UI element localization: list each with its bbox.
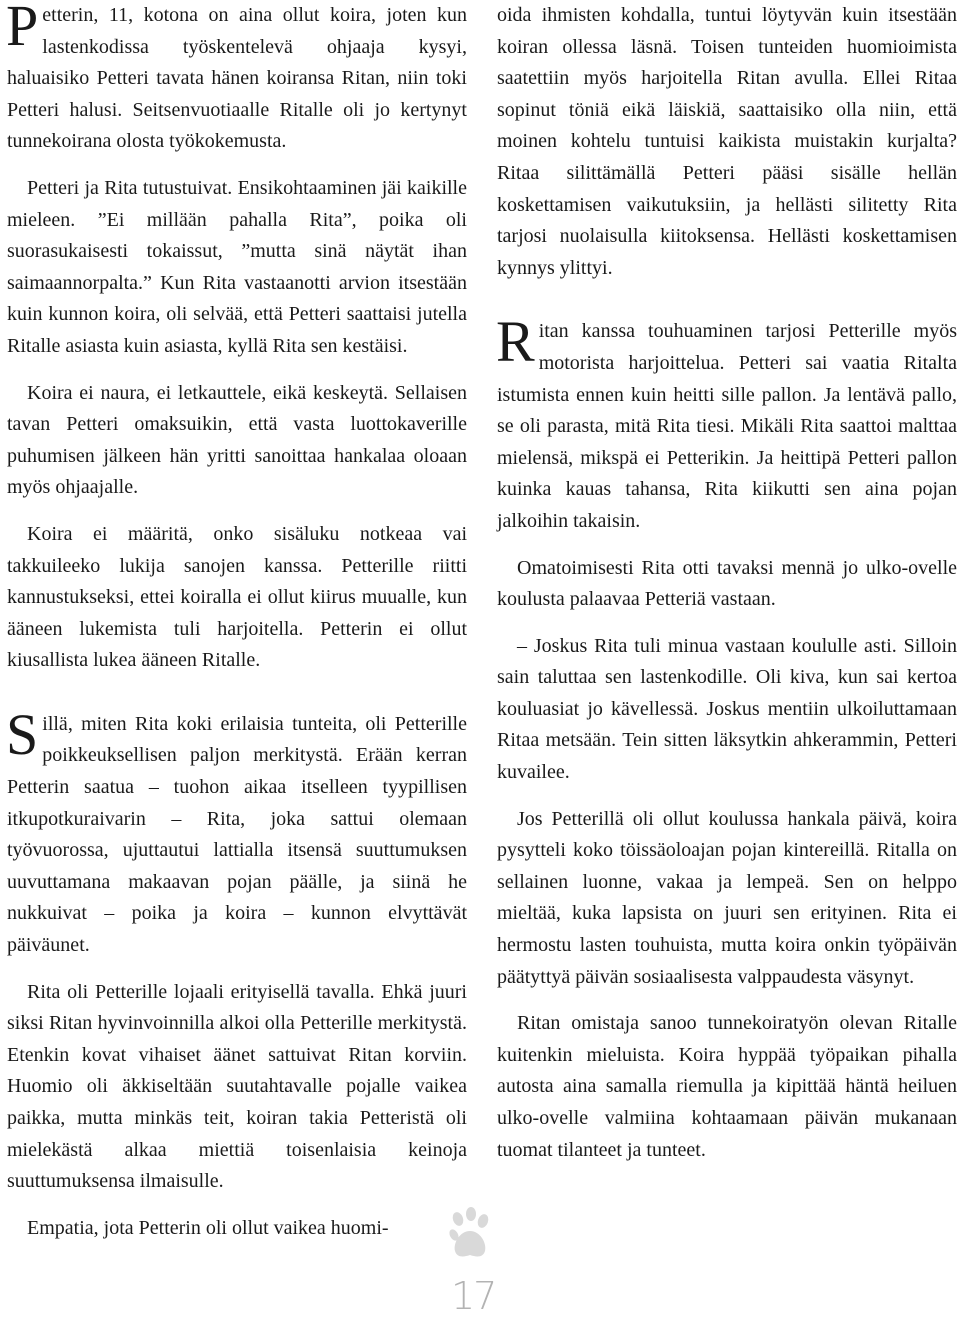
paragraph-text: etterin, 11, kotona on aina ollut koira, joten kun lastenkodissa työskentelevä ohjaaja kysyi, haluaisiko Petteri tavata hänen koiransa Ritan, niin toki Petteri halusi. Seitsenvuotiaalle Ritalle oli jo kertynyt tunnekoirana olosta työkokemusta. [7,4,467,153]
page-number: 17 [451,1274,496,1318]
paragraph-5 [6,701,467,962]
right-column [497,0,957,1166]
paragraph-text: illä, miten Rita koki erilaisia tunteita, oli Petterille poikkeuksellisen paljon merkitystä. Erään kerran Petterin saatua – tuohon aikaa itselleen tyypillisen itkupotkuraivarin – Rita, joka sattui olemaan työvuorossa, ujuttautui lattialla itsensä suuttumuksen uuvuttamana makaavan pojan päälle, ja siinä he nukkuivat – poika ja koira – kunnon elvyttävät päiväunet. [7,712,467,957]
paragraph-1 [7,0,467,158]
drop-cap: S [6,701,39,767]
paragraph-4: Koira ei määritä, onko sisäluku notkeaa vai takkuileeko lukija sanojen kanssa. Petterille riitti kannustukseksi, ettei koiralla ei ollut kiirus muualle, kun ääneen lukemista tuli harjoitella. Petterin ei ollut kiusallista lukea ääneen Ritalle. [7,522,467,672]
paragraph-2: Petteri ja Rita tutustuivat. Ensikohtaaminen jäi kaikille mieleen. ”Ei millään pahalla Rita”, poika oli suorasukaisesti tokaissut, ”mutta sinä näytät ihan saimaannorpalta.” Kun Rita vastaanotti arvion itsestään kuin kunnon koira, oli selvää, että Petteri saattaisi jutella Ritalle asiasta kuin asiasta, kyllä Rita sen kestäisi. [7,176,467,357]
paragraph-8: oida ihmisten kohdalla, tuntui löytyvän kuin itsestään koiran ollessa läsnä. Toisen tunteiden huomioimista saatettiin myös harjoitella Ritan avulla. Ellei Ritaa sopinut töniä eikä läiskiä, saattaisiko olla niin, että moinen kohtelu tuntuisi kaikista muistakin kurjalta? Ritaa silittämällä Petteri pääsi sisälle hellän koskettamisen vaikutuksiin, ja hellästi silitetty Rita tarjosi nuolaisulla kiitoksensa. Hellästi koskettamisen kynnys ylittyi. [497,4,957,279]
paragraph-12: Jos Petterillä oli ollut koulussa hankala päivä, koira pysytteli koko töissäoloajan pojan kintereillä. Ritalla on sellainen luonne, vakaa ja lempeä. Sen on helppo mieltää, kuka lapsista on juuri sen erityinen. Rita ei hermostu lasten touhuista, mutta koira onkin työpäivän päätyttyä päivän sosiaalisesta valppaudesta väsynyt. [497,807,957,988]
paragraph-6: Rita oli Petterille lojaali erityisellä tavalla. Ehkä juuri siksi Ritan hyvinvoinnilla alkoi olla Petterille merkitystä. Etenkin kovat vihaiset äänet sattuivat Ritan korviin. Huomio oli äkkiseltään suutahtavalle pojalle vaikea paikka, mutta minkäs teit, koiran takia Petteristä oli mielekästä alkaa miettiä toisenlaisia keinoja suuttumuksensa ilmaisulle. [7,980,467,1193]
drop-cap: R [496,309,535,375]
paragraph-9 [496,309,957,537]
left-column [7,0,467,1244]
paragraph-7: Empatia, jota Petterin oli ollut vaikea huomi- [27,1216,389,1239]
paragraph-10: Omatoimisesti Rita otti tavaksi mennä jo ulko-ovelle koulusta palaavaa Petteriä vastaan. [497,556,957,611]
drop-cap: P [6,0,39,58]
paragraph-text: itan kanssa touhuaminen tarjosi Petterille myös motorista harjoittelua. Petteri sai vaatia Ritalta istumista ennen kuin heitti sille pallon. Ja lentävä pallo, se oli parasta, mitä Rita tiesi. Mikäli Rita saattoi malttaa mielensä, mikspä ei Petterikin. Ja heittipä Petteri pallon kuinka kauas tahansa, Rita kiikutti sen aina pojan jalkoihin takaisin. [497,320,957,532]
paragraph-11: – Joskus Rita tuli minua vastaan koululle asti. Silloin sain taluttaa sen lastenkodille. Oli kiva, kun sai kertoa kouluasiat jo kävellessä. Joskus mentiin ulkoiluttamaan Ritaa metsään. Tein sitten läksytkin ahkerammin, Petteri kuvailee. [497,634,957,784]
paw-print-icon [445,1205,495,1275]
paragraph-13: Ritan omistaja sanoo tunnekoiratyön olevan Ritalle kuitenkin mieluista. Koira hyppää työpaikan pihalla autosta aina samalla riemulla ja kipittää häntä heiluen ulko-ovelle valmiina kohtaamaan päivän mukanaan tuomat tilanteet ja tunteet. [497,1012,957,1161]
paragraph-3: Koira ei naura, ei letkauttele, eikä keskeytä. Sellaisen tavan Petteri omaksuikin, että vasta luottokaverille puhumisen jälkeen hän yritti sanoittaa hankalaa oloaan myös ohjaajalle. [7,381,467,499]
